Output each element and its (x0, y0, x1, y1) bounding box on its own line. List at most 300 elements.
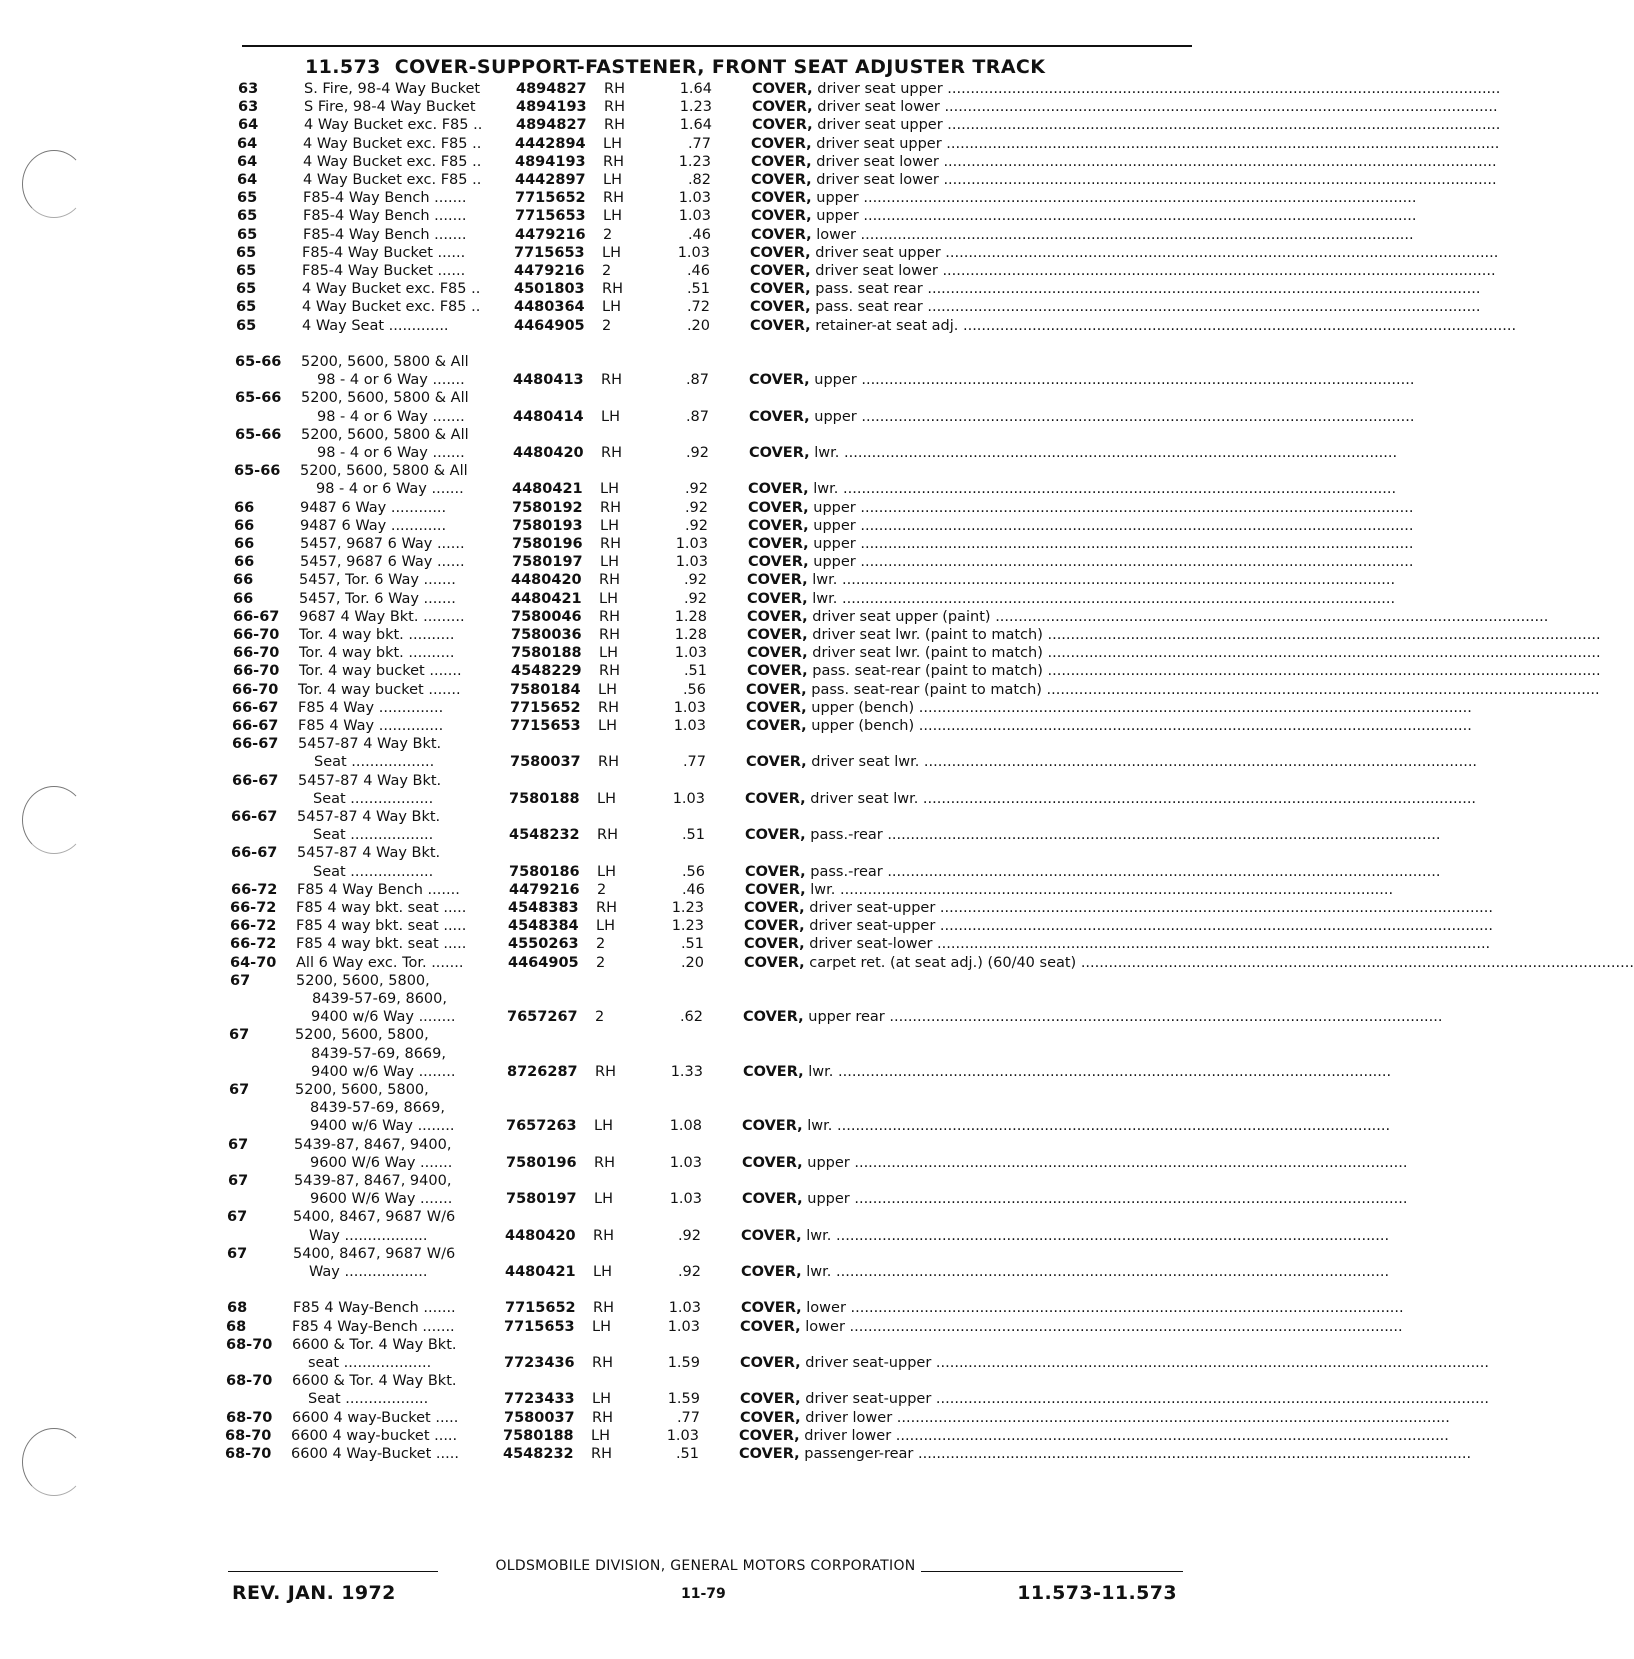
dot-leader: ........................................................................................................................ (1042, 663, 1601, 680)
part-number: 4894827 (516, 81, 587, 97)
part-number: 4894193 (515, 153, 586, 170)
dot-leader: ........................................................................................................................ (990, 608, 1549, 625)
item-description (744, 935, 1491, 954)
part-number: 7580037 (510, 754, 581, 771)
item-description (752, 80, 1501, 99)
item-detail: driver seat upper (815, 244, 941, 261)
table-row (230, 935, 1491, 954)
item-description (749, 444, 1398, 463)
item-name: COVER, (741, 1227, 802, 1244)
item-detail: lower (816, 226, 856, 243)
model-year: 64 (238, 117, 259, 134)
part-number: 7580197 (512, 554, 583, 571)
side-or-quantity: RH (593, 1227, 614, 1244)
part-number: 4548383 (508, 900, 579, 916)
part-number: 7715652 (505, 1300, 576, 1317)
model-year: 66-67 (233, 608, 280, 625)
model-description: 5200, 5600, 5800 & All (301, 354, 469, 370)
model-year: 67 (227, 1245, 248, 1262)
item-description (740, 1354, 1490, 1373)
dot-leader: ........................................................................................................................ (932, 936, 1491, 953)
item-detail: pass. seat-rear (paint to match) (811, 681, 1042, 698)
table-row (231, 881, 1394, 900)
part-number: 7715653 (510, 718, 581, 734)
price: 1.03 (668, 1300, 701, 1317)
table-row (226, 1354, 1490, 1373)
dot-leader: ........................................................................................................................ (958, 317, 1517, 334)
item-name: COVER, (751, 153, 812, 170)
model-year: 67 (229, 1027, 250, 1044)
table-row (236, 317, 1517, 336)
table-row (233, 644, 1601, 663)
item-description (741, 1299, 1404, 1318)
table-row (233, 662, 1601, 681)
model-description: 9600 W/6 Way ....... (310, 1191, 453, 1208)
part-number: 7715653 (515, 208, 586, 225)
model-description: 5200, 5600, 5800 & All (301, 426, 469, 443)
item-detail: upper (814, 372, 857, 389)
part-number: 4480421 (505, 1264, 576, 1280)
side-or-quantity: LH (600, 554, 619, 571)
side-or-quantity: RH (598, 754, 619, 771)
item-detail: lwr. (813, 481, 839, 498)
item-name: COVER, (742, 1118, 803, 1135)
price: .82 (687, 172, 711, 188)
model-description: 5457, 9687 6 Way ...... (300, 536, 465, 552)
side-or-quantity: LH (592, 1318, 611, 1335)
model-description: 4 Way Bucket exc. F85 .. (303, 153, 482, 170)
model-description: F85 4 Way .............. (298, 699, 444, 716)
dot-leader: ........................................................................................................................ (837, 590, 1396, 607)
model-description: Seat .................. (308, 1391, 429, 1408)
model-description: 8439-57-69, 8669, (311, 1045, 446, 1062)
model-year: 66-72 (230, 936, 277, 953)
side-or-quantity: RH (599, 663, 620, 680)
item-description (748, 553, 1414, 572)
item-detail: passenger-rear (804, 1446, 914, 1462)
model-description: F85 4 Way .............. (298, 718, 444, 734)
table-row (230, 899, 1494, 918)
item-name: COVER, (751, 208, 812, 225)
table-row (231, 844, 1191, 863)
part-number: 7657267 (507, 1009, 578, 1026)
side-or-quantity: RH (591, 1446, 612, 1462)
part-number: 4464905 (508, 954, 579, 971)
item-name: COVER, (750, 317, 811, 334)
item-name: COVER, (740, 1391, 801, 1408)
side-or-quantity: LH (601, 408, 620, 425)
model-description: Way .................. (309, 1264, 428, 1280)
model-description: F85 4 way bkt. seat ..... (296, 918, 467, 935)
item-detail: lwr. (810, 881, 836, 898)
price: .51 (675, 1446, 699, 1462)
item-detail: lower (806, 1300, 846, 1317)
side-or-quantity: RH (593, 1300, 614, 1317)
item-description (750, 280, 1481, 299)
item-description (747, 626, 1601, 645)
table-row (231, 790, 1477, 809)
table-row (234, 553, 1414, 572)
table-row (226, 1409, 1450, 1428)
price: .46 (681, 881, 705, 898)
item-description (745, 790, 1477, 809)
item-detail: pass. seat-rear (paint to match) (812, 663, 1043, 680)
price: 1.33 (670, 1063, 703, 1080)
item-description (749, 408, 1415, 427)
item-detail: upper (813, 554, 856, 571)
part-number: 4480420 (505, 1227, 576, 1244)
side-or-quantity: LH (597, 790, 616, 807)
model-description: 6600 4 Way-Bucket ..... (291, 1446, 459, 1462)
item-description (742, 1117, 1391, 1136)
price: .51 (686, 281, 710, 298)
model-year: 65 (237, 208, 258, 225)
model-description: 5200, 5600, 5800 & All (301, 390, 469, 407)
footer-rule (228, 1571, 438, 1572)
table-row (231, 808, 1191, 827)
side-or-quantity: RH (599, 608, 620, 625)
price: .92 (684, 499, 708, 516)
price: .92 (677, 1227, 701, 1244)
section-title: COVER-SUPPORT-FASTENER, FRONT SEAT ADJUSTER TRACK (394, 56, 1046, 78)
part-number: 7580037 (504, 1409, 575, 1426)
item-detail: driver seat upper (816, 135, 942, 152)
item-name: COVER, (748, 499, 809, 516)
price: .92 (684, 517, 708, 534)
side-or-quantity: LH (603, 135, 622, 152)
model-year: 66-67 (231, 809, 278, 825)
model-year: 66 (234, 499, 255, 516)
table-row (232, 717, 1472, 736)
dot-leader: ........................................................................................................................ (935, 900, 1494, 916)
model-year: 65-66 (235, 390, 282, 407)
model-description: F85 4 Way Bench ....... (297, 881, 460, 898)
table-row (228, 1154, 1408, 1173)
price: 1.28 (674, 608, 707, 625)
dot-leader: ........................................................................................................................ (922, 299, 1481, 316)
price: 1.23 (678, 153, 711, 170)
item-detail: driver lower (805, 1409, 893, 1426)
side-or-quantity: RH (596, 900, 617, 916)
table-row (233, 590, 1396, 609)
price: 1.03 (673, 699, 706, 716)
model-year: 66-67 (232, 718, 279, 734)
item-name: COVER, (747, 590, 808, 607)
model-description: 98 - 4 or 6 Way ....... (317, 445, 465, 461)
price: .92 (685, 445, 709, 461)
item-detail: driver seat lwr. (810, 790, 919, 807)
side-or-quantity: 2 (596, 954, 606, 971)
item-description (751, 207, 1417, 226)
item-name: COVER, (747, 645, 808, 662)
side-or-quantity: RH (594, 1154, 615, 1171)
price: 1.03 (672, 790, 705, 807)
table-row (234, 499, 1414, 518)
price: 1.03 (674, 645, 707, 662)
table-row (237, 153, 1497, 172)
model-year: 68-70 (226, 1373, 273, 1390)
section-number: 11.573 (305, 56, 381, 78)
item-description (740, 1409, 1450, 1428)
side-or-quantity: LH (603, 208, 622, 225)
model-year: 66-70 (233, 663, 280, 680)
item-name: COVER, (746, 718, 807, 734)
item-name: COVER, (750, 281, 811, 298)
model-description: 9487 6 Way ............ (300, 517, 447, 534)
price: .46 (686, 263, 710, 279)
revision-date: REV. JAN. 1972 (232, 1582, 396, 1604)
part-number: 7657263 (506, 1118, 577, 1135)
dot-leader: ........................................................................................................................ (914, 699, 1472, 716)
side-or-quantity: LH (592, 1391, 611, 1408)
dot-leader: ........................................................................................................................ (837, 572, 1396, 589)
table-row (238, 98, 1498, 117)
table-row (235, 371, 1415, 390)
table-row (238, 80, 1501, 99)
dot-leader: ........................................................................................................................ (849, 1191, 1408, 1208)
side-or-quantity: LH (597, 863, 616, 880)
dot-leader: ........................................................................................................................ (942, 117, 1501, 134)
model-description: 4 Way Seat ............. (302, 317, 449, 334)
model-year: 67 (228, 1173, 249, 1189)
table-row (226, 1336, 1186, 1355)
model-description: Seat .................. (313, 863, 434, 880)
part-number: 4442894 (515, 135, 586, 152)
item-name: COVER, (751, 172, 812, 188)
item-description (745, 881, 1394, 900)
side-or-quantity: RH (602, 281, 623, 298)
item-name: COVER, (746, 681, 807, 698)
side-or-quantity: LH (598, 681, 617, 698)
price: .87 (685, 408, 709, 425)
side-or-quantity: RH (599, 572, 620, 589)
price: 1.23 (671, 918, 704, 935)
item-description (741, 1263, 1390, 1282)
model-year: 64-70 (230, 954, 277, 971)
dot-leader: ........................................................................................................................ (882, 827, 1441, 844)
table-row (237, 226, 1414, 245)
item-name: COVER, (747, 572, 808, 589)
table-row (237, 171, 1497, 190)
item-detail: pass. seat rear (815, 281, 923, 298)
table-row (226, 1318, 1403, 1337)
item-detail: pass.-rear (810, 827, 883, 844)
item-name: COVER, (746, 699, 807, 716)
price: .56 (682, 681, 706, 698)
table-row (227, 1263, 1390, 1282)
side-or-quantity: LH (598, 718, 617, 734)
item-description (747, 644, 1601, 663)
item-description (750, 262, 1496, 281)
table-row (235, 426, 1195, 445)
item-description (751, 153, 1497, 172)
side-or-quantity: LH (593, 1264, 612, 1280)
model-description: 4 Way Bucket exc. F85 .. (303, 135, 482, 152)
model-year: 66-72 (230, 918, 277, 935)
table-row (238, 116, 1501, 135)
model-year: 67 (228, 1136, 249, 1153)
side-or-quantity: LH (594, 1191, 613, 1208)
model-description: 4 Way Bucket exc. F85 .. (302, 299, 481, 316)
model-year: 63 (238, 81, 259, 97)
part-number: 7715652 (510, 699, 581, 716)
dot-leader: ........................................................................................................................ (835, 881, 1394, 898)
table-row (227, 1227, 1390, 1246)
model-year: 66-67 (232, 699, 279, 716)
item-description (748, 517, 1414, 536)
item-name: COVER, (749, 408, 810, 425)
dot-leader: ........................................................................................................................ (938, 172, 1497, 188)
item-name: COVER, (739, 1446, 800, 1462)
price: 1.08 (669, 1118, 702, 1135)
item-name: COVER, (747, 608, 808, 625)
item-detail: pass.-rear (810, 863, 883, 880)
item-name: COVER, (740, 1318, 801, 1335)
model-description: 5200, 5600, 5800, (295, 1027, 429, 1044)
item-detail: driver seat lwr. (paint to match) (812, 645, 1043, 662)
model-year: 68-70 (225, 1446, 272, 1462)
item-name: COVER, (742, 1154, 803, 1171)
model-year: 66-67 (232, 736, 279, 753)
model-description: 5457-87 4 Way Bkt. (297, 809, 441, 825)
model-year: 66 (234, 554, 255, 571)
side-or-quantity: LH (600, 481, 619, 498)
price: 1.03 (678, 208, 711, 225)
model-description: Way .................. (309, 1227, 428, 1244)
item-name: COVER, (744, 954, 805, 971)
table-row (236, 280, 1481, 299)
table-row (225, 1445, 1472, 1464)
dot-leader: ........................................................................................................................ (940, 244, 1499, 261)
model-year: 68-70 (226, 1409, 273, 1426)
dot-leader: ........................................................................................................................ (855, 517, 1414, 534)
item-description (747, 662, 1601, 681)
model-year: 66-72 (231, 881, 278, 898)
item-description (744, 917, 1494, 936)
table-row (226, 1390, 1490, 1409)
item-description (750, 298, 1481, 317)
model-description: 4 Way Bucket exc. F85 .. (303, 172, 482, 188)
model-year: 68-70 (225, 1427, 272, 1444)
price: .72 (686, 299, 710, 316)
item-description (745, 826, 1441, 845)
model-description: F85-4 Way Bucket ...... (302, 263, 466, 279)
dot-leader: ........................................................................................................................ (845, 1300, 1404, 1317)
price: .51 (683, 663, 707, 680)
table-row (229, 1081, 1189, 1100)
model-description: 8439-57-69, 8669, (310, 1100, 445, 1117)
dot-leader: ........................................................................................................................ (1076, 954, 1634, 971)
model-year: 66-72 (230, 900, 277, 916)
table-row (232, 699, 1472, 718)
division-label: OLDSMOBILE DIVISION, GENERAL MOTORS CORPORATION (495, 1558, 916, 1574)
model-year: 66-70 (232, 681, 279, 698)
table-row (235, 408, 1415, 427)
side-or-quantity: RH (604, 99, 625, 116)
item-name: COVER, (748, 517, 809, 534)
page-number: 11-79 (681, 1586, 726, 1602)
dot-leader: ........................................................................................................................ (935, 918, 1494, 935)
item-description (746, 699, 1472, 718)
dot-leader: ........................................................................................................................ (831, 1264, 1390, 1280)
model-description: F85-4 Way Bucket ...... (302, 244, 466, 261)
price: 1.03 (678, 190, 711, 207)
dot-leader: ........................................................................................................................ (855, 499, 1414, 516)
price: .51 (681, 827, 705, 844)
model-description: 9400 w/6 Way ........ (310, 1118, 455, 1135)
model-description: F85 4 way bkt. seat ..... (296, 900, 467, 916)
model-description: Tor. 4 way bucket ....... (298, 681, 461, 698)
model-description: 9487 6 Way ............ (300, 499, 447, 516)
model-year: 67 (227, 1209, 248, 1226)
dot-leader: ........................................................................................................................ (931, 1355, 1490, 1371)
model-description: 9400 w/6 Way ........ (311, 1063, 456, 1080)
item-name: COVER, (748, 481, 809, 498)
table-row (225, 1427, 1449, 1446)
model-description: Seat .................. (313, 790, 434, 807)
item-detail: lwr. (808, 1063, 834, 1080)
part-number: 7580188 (509, 790, 580, 807)
model-year: 68 (227, 1300, 248, 1317)
side-or-quantity: RH (598, 699, 619, 716)
side-or-quantity: RH (592, 1355, 613, 1371)
item-description (747, 590, 1396, 609)
item-description (740, 1318, 1403, 1337)
item-detail: driver seat-lower (809, 936, 933, 953)
item-description (743, 1063, 1392, 1082)
model-description: F85 4 Way-Bench ....... (292, 1318, 455, 1335)
table-row (235, 389, 1195, 408)
model-description: 5200, 5600, 5800, (295, 1082, 429, 1098)
table-row (226, 1372, 1186, 1391)
table-row (232, 735, 1192, 754)
model-description: Tor. 4 way bucket ....... (299, 663, 462, 680)
table-row (237, 189, 1417, 208)
model-year: 66 (234, 536, 255, 552)
table-row (233, 608, 1549, 627)
side-or-quantity: RH (600, 499, 621, 516)
model-description: 5457-87 4 Way Bkt. (297, 845, 441, 862)
item-description (740, 1390, 1490, 1409)
price: 1.23 (671, 900, 704, 916)
price: .77 (676, 1409, 700, 1426)
dot-leader: ........................................................................................................................ (922, 281, 1481, 298)
part-number: 7580197 (506, 1191, 577, 1208)
item-name: COVER, (741, 1264, 802, 1280)
price: 1.03 (669, 1191, 702, 1208)
table-row (232, 753, 1478, 772)
price: .77 (687, 135, 711, 152)
item-description (739, 1427, 1449, 1446)
side-or-quantity: LH (599, 590, 618, 607)
item-description (749, 371, 1415, 390)
model-description: F85-4 Way Bench ....... (303, 226, 467, 243)
table-row (235, 353, 1195, 372)
model-description: Tor. 4 way bkt. .......... (299, 645, 455, 662)
item-description (748, 535, 1414, 554)
model-description: 9687 4 Way Bkt. ......... (299, 608, 465, 625)
part-number: 4548229 (511, 663, 582, 680)
item-detail: driver seat lower (816, 153, 939, 170)
model-description: Seat .................. (313, 827, 434, 844)
side-or-quantity: RH (601, 445, 622, 461)
item-name: COVER, (750, 263, 811, 279)
dot-leader: ........................................................................................................................ (855, 536, 1414, 552)
item-detail: lwr. (806, 1264, 832, 1280)
part-number: 7580184 (510, 681, 581, 698)
item-detail: lower (805, 1318, 845, 1335)
model-description: 5200, 5600, 5800 & All (300, 463, 468, 480)
